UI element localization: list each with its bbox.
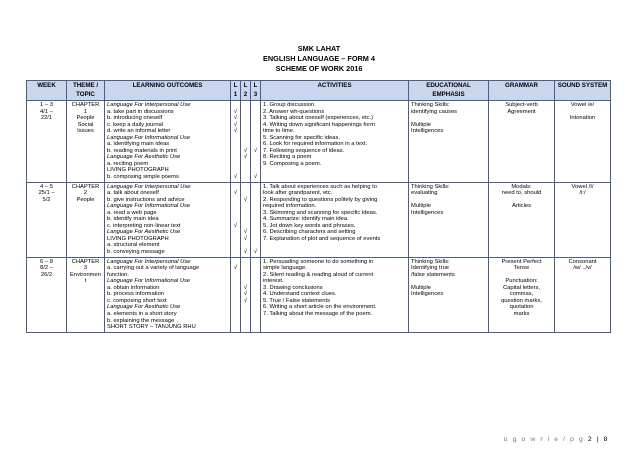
l3-cell xyxy=(251,101,261,183)
activity-line: look after grandparent, etc. xyxy=(263,190,333,197)
sound-line: Intonation xyxy=(569,115,596,122)
outcome-line: Language For Interpersonal Use xyxy=(107,102,191,108)
learning-outcomes-cell xyxy=(105,182,231,257)
activity-line: 2. Silent reading & reading aloud of current xyxy=(263,271,374,278)
theme-cell xyxy=(67,257,105,332)
l1-cell xyxy=(231,182,241,257)
outcome-line: a. talk about oneself xyxy=(107,190,159,197)
outcome-line: Language For Aesthetic Use xyxy=(107,229,181,236)
activity-line: 4. Understand context clues. xyxy=(263,291,337,298)
outcome-line: function. xyxy=(107,271,129,278)
table-header-row xyxy=(27,81,611,101)
theme-cell xyxy=(67,182,105,257)
activity-line: 9. Composing a poem. xyxy=(263,160,322,167)
week-line: 4/1 – xyxy=(40,108,53,115)
learning-outcomes-cell xyxy=(105,257,231,332)
sound-line: /w/ ../v/ xyxy=(573,265,592,272)
grammar-line: marks xyxy=(513,310,530,317)
theme-line: People xyxy=(76,196,95,203)
outcome-line: Language For Aesthetic Use xyxy=(107,154,181,161)
emphasis-line: evaluating xyxy=(411,190,438,197)
check-mark-icon: √ xyxy=(253,147,258,154)
check-mark-icon: √ xyxy=(233,174,238,181)
col-activities: ACTIVITIES xyxy=(261,81,409,101)
theme-line: t xyxy=(84,278,87,285)
week-cell xyxy=(27,182,67,257)
outcome-line: a. elements in a short story xyxy=(107,310,177,317)
emphasis-line: Intelligences xyxy=(411,209,444,216)
grammar-line: Subject-verb xyxy=(505,102,538,108)
grammar-line: quotation xyxy=(509,304,534,311)
grammar-line: Present Perfect xyxy=(501,258,542,265)
week-cell xyxy=(27,257,67,332)
activity-line: 3. Skimming and scanning for specific ideas. xyxy=(263,209,378,216)
col-l3: L 3 xyxy=(251,81,261,101)
outcome-line: b. identify main idea xyxy=(107,216,159,223)
activity-line: 6. Writing a short article on the environment. xyxy=(263,304,377,311)
activity-line: 4. Writing down significant happenings form xyxy=(263,121,376,128)
outcome-line: a. reciting poem xyxy=(107,160,149,167)
activity-line: 3. Drawing conclusions xyxy=(263,284,323,291)
emphasis-line: Thinking Skills: xyxy=(411,258,450,265)
outcome-line: a. carrying out a variety of language xyxy=(107,265,200,272)
check-mark-icon: √ xyxy=(243,147,248,154)
check-mark-icon: √ xyxy=(253,174,258,181)
week-line: 25/1 – xyxy=(38,190,55,197)
grammar-line: Capital letters, xyxy=(502,284,541,291)
activity-line: interest. xyxy=(263,278,284,285)
sound-line: Consonant xyxy=(568,258,597,265)
emphasis-line: Thinking Skills: xyxy=(411,183,450,190)
page-footer xyxy=(443,436,609,443)
theme-line: 1 xyxy=(83,108,88,115)
theme-line: Social xyxy=(77,121,94,128)
theme-cell xyxy=(67,101,105,183)
sound-line: Vowel /I/ xyxy=(571,183,594,190)
check-mark-icon: √ xyxy=(243,229,248,236)
col-l2: L 2 xyxy=(241,81,251,101)
emphasis-line: Multiple xyxy=(411,121,431,128)
activity-line: 2. Responding to questions politely by giving xyxy=(263,196,378,203)
grammar-line: commas, xyxy=(509,291,534,298)
outcome-line: Language For Informational Use xyxy=(107,278,191,285)
outcome-line: Language For Informational Use xyxy=(107,203,191,210)
educational-emphasis-cell xyxy=(409,101,489,183)
table-row xyxy=(27,101,611,183)
check-mark-icon: √ xyxy=(243,291,248,298)
activity-line: 1. Persuading someone to do something in xyxy=(263,258,374,265)
emphasis-line: Identifying true xyxy=(411,265,450,272)
grammar-line: Punctuation: xyxy=(505,278,538,285)
outcome-line: a. take part in discussions xyxy=(107,108,174,115)
outcome-line: c. composing short text xyxy=(107,297,167,304)
col-theme: THEME / TOPIC xyxy=(67,81,105,101)
emphasis-line: Multiple xyxy=(411,203,431,210)
activity-line: time to time. xyxy=(263,128,295,135)
school-name: SMK LAHAT xyxy=(297,44,341,53)
check-mark-icon xyxy=(231,324,240,331)
grammar-line: Agreement xyxy=(507,108,536,115)
l2-cell xyxy=(241,182,251,257)
theme-line: People xyxy=(76,115,95,122)
theme-line: CHAPTER xyxy=(71,183,100,190)
activity-line: 7. Talking about the message of the poem. xyxy=(263,310,373,317)
emphasis-line: Thinking Skills: xyxy=(411,102,450,108)
activity-line: 7. Explanation of plot and sequence of events xyxy=(263,235,381,242)
outcome-line: c. interpreting non-linear text xyxy=(107,222,181,229)
table-row xyxy=(27,182,611,257)
week-cell xyxy=(27,101,67,183)
outcome-line: d. write an informal letter xyxy=(107,128,171,135)
grammar-cell xyxy=(489,182,555,257)
check-mark-icon: √ xyxy=(243,297,248,304)
check-mark-icon: √ xyxy=(253,249,258,256)
l1-cell xyxy=(231,101,241,183)
week-line: 26/2 xyxy=(40,271,53,278)
l1-cell xyxy=(231,257,241,332)
educational-emphasis-cell xyxy=(409,182,489,257)
l3-cell xyxy=(251,182,261,257)
outcome-line: b. give instructions and advice xyxy=(107,196,185,203)
activity-line: required information. xyxy=(263,203,317,210)
grammar-cell xyxy=(489,101,555,183)
check-mark-icon: √ xyxy=(243,284,248,291)
check-mark-icon xyxy=(241,324,250,331)
week-line: 4 – 5 xyxy=(40,183,53,190)
outcome-line: b. introducing oneself xyxy=(107,115,163,122)
activity-line: 6. Describing characters and setting xyxy=(263,229,356,236)
sound-system-cell xyxy=(555,257,611,332)
week-line: 6 – 8 xyxy=(40,258,53,265)
sound-system-cell xyxy=(555,182,611,257)
theme-line: 3 xyxy=(83,265,88,272)
grammar-line: Tense xyxy=(513,265,530,272)
learning-outcomes-cell xyxy=(105,101,231,183)
outcome-line: b. composing simple poems xyxy=(107,174,179,181)
activity-line: 3. Talking about oneself (experiences, etc.) xyxy=(263,115,374,122)
theme-line: 2 xyxy=(83,190,88,197)
col-educational-emphasis: EDUCATIONAL EMPHASIS xyxy=(409,81,489,101)
theme-line: CHAPTER xyxy=(71,102,100,108)
sound-line: Vowel /e/ xyxy=(570,102,595,108)
outcome-line: a. read a web page xyxy=(107,209,157,216)
table-row xyxy=(27,257,611,332)
week-line: 22/1 xyxy=(40,115,53,122)
outcome-line: b. explaining the message xyxy=(107,317,175,324)
week-line: 1 – 3 xyxy=(40,102,53,108)
activity-line: 6. Look for required information in a text. xyxy=(263,141,368,148)
check-mark-icon: √ xyxy=(233,128,238,135)
grammar-line: Modals: xyxy=(511,183,532,190)
col-grammar: GRAMMAR xyxy=(489,81,555,101)
l3-cell xyxy=(251,257,261,332)
activity-line: 5. Jot down key words and phrases. xyxy=(263,222,356,229)
outcome-line: b. process information xyxy=(107,291,165,298)
outcome-line: SHORT STORY – TANJUNG RHU xyxy=(107,324,196,331)
emphasis-line: /false statements xyxy=(411,271,455,278)
check-mark-icon: √ xyxy=(243,249,248,256)
outcome-line: b. conveying message xyxy=(107,249,165,256)
outcome-line: LIVING PHOTOGRAPH xyxy=(107,235,169,242)
check-mark-icon: √ xyxy=(233,190,238,197)
theme-line: CHAPTER xyxy=(71,258,100,265)
grammar-line: need to, should xyxy=(501,190,542,197)
emphasis-line: Intelligences xyxy=(411,291,444,298)
activity-line: simple language. xyxy=(263,265,307,272)
week-line: 5/2 xyxy=(42,196,51,203)
check-mark-icon: √ xyxy=(233,108,238,115)
outcome-line: c. keep a daily journal xyxy=(107,121,164,128)
activity-line: 2. Answer wh-questions xyxy=(263,108,325,115)
activity-line: 1. Group discussion. xyxy=(263,102,316,108)
theme-line: Issues xyxy=(77,128,94,135)
grammar-cell xyxy=(489,257,555,332)
sound-system-cell xyxy=(555,101,611,183)
check-mark-icon: √ xyxy=(233,265,238,272)
activity-line: 5. Scanning for specific ideas. xyxy=(263,134,341,141)
sound-line: /i:/ xyxy=(579,190,586,197)
check-mark-icon: √ xyxy=(243,154,248,161)
outcome-line: a. structural element xyxy=(107,242,160,249)
check-mark-icon xyxy=(241,174,250,181)
check-mark-icon: √ xyxy=(243,235,248,242)
grammar-line: question marks, xyxy=(501,297,542,304)
activity-line: 4. Summarize: identify main idea. xyxy=(263,216,349,223)
week-line: 8/2 – xyxy=(40,265,53,272)
grammar-line: Articles xyxy=(511,203,531,210)
check-mark-icon: √ xyxy=(243,196,248,203)
activities-cell xyxy=(261,182,409,257)
l2-cell xyxy=(241,257,251,332)
footer-text: u g o w r i e / p g xyxy=(503,436,588,443)
activity-line: 5. True / False statements xyxy=(263,297,331,304)
outcome-line: LIVING PHOTOGRAPH xyxy=(107,167,169,174)
outcome-line: a. identifying main ideas xyxy=(107,141,170,148)
outcome-line: Language For Interpersonal Use xyxy=(107,258,191,265)
outcome-line: a. obtain information xyxy=(107,284,160,291)
check-mark-icon: √ xyxy=(233,121,238,128)
check-mark-icon xyxy=(231,249,240,256)
document-title: SCHEME OF WORK 2016 xyxy=(275,64,363,73)
col-learning-outcomes: LEARNING OUTCOMES xyxy=(105,81,231,101)
activity-line: 7. Following sequence of ideas. xyxy=(263,147,345,154)
check-mark-icon: √ xyxy=(233,115,238,122)
outcome-line: Language For Informational Use xyxy=(107,134,191,141)
emphasis-line: Multiple xyxy=(411,284,431,291)
check-mark-icon xyxy=(251,324,260,331)
outcome-line: Language For Interpersonal Use xyxy=(107,183,191,190)
page-number: 2 | 8 xyxy=(587,436,609,443)
scheme-of-work-table xyxy=(26,80,611,333)
col-l1: L 1 xyxy=(231,81,241,101)
theme-line: Environmen xyxy=(70,271,101,278)
col-week: WEEK xyxy=(27,81,67,101)
outcome-line: Language For Aesthetic Use xyxy=(107,304,181,311)
activity-line: 8. Reciting a poem xyxy=(263,154,312,161)
activity-line: 1. Talk about experiences such as helping to xyxy=(263,183,377,190)
activities-cell xyxy=(261,257,409,332)
document-subject: ENGLISH LANGUAGE – FORM 4 xyxy=(263,54,375,63)
col-sound-system: SOUND SYSTEM xyxy=(555,81,611,101)
educational-emphasis-cell xyxy=(409,257,489,332)
activities-cell xyxy=(261,101,409,183)
emphasis-line: identifying causes xyxy=(411,108,458,115)
outcome-line: b. reading materials in print xyxy=(107,147,177,154)
emphasis-line: Intelligences xyxy=(411,128,444,135)
check-mark-icon: √ xyxy=(233,222,238,229)
l2-cell xyxy=(241,101,251,183)
